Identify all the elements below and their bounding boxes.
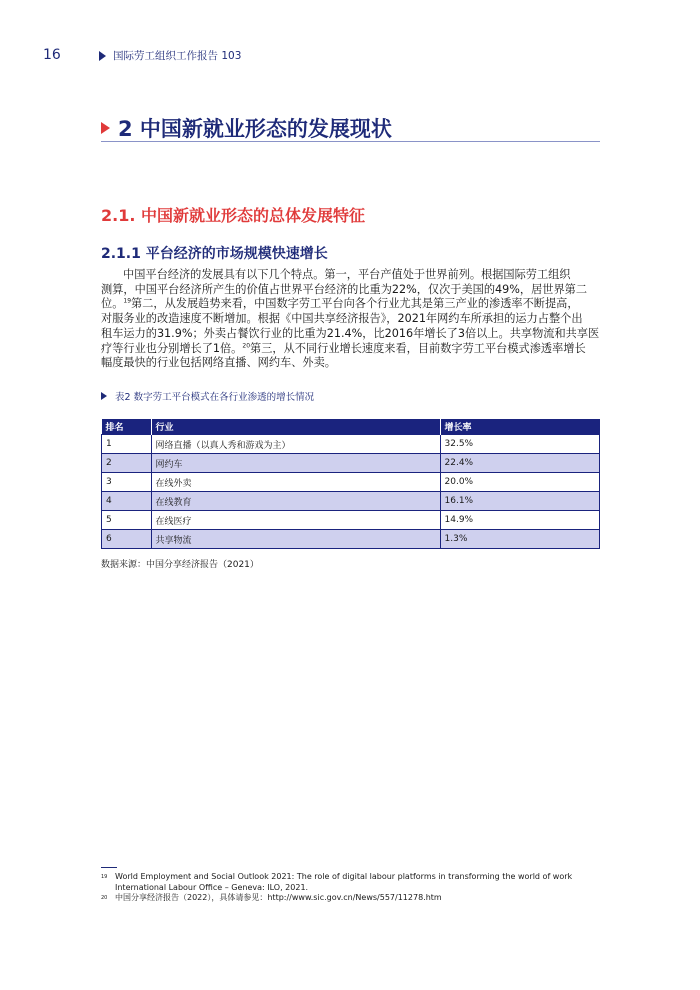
page-number: 16	[43, 47, 61, 63]
cell-rank: 5	[102, 511, 152, 530]
paragraph-line	[101, 297, 600, 312]
paragraph-line	[101, 342, 600, 357]
cell-industry: 网络直播（以真人秀和游戏为主）	[151, 435, 440, 454]
table-header-row	[102, 419, 600, 435]
cell-industry: 在线外卖	[151, 473, 440, 492]
table-row	[102, 454, 600, 473]
triangle-bullet-icon	[101, 122, 110, 134]
footnote	[101, 872, 600, 893]
paragraph-text: 位。	[101, 297, 124, 311]
body-paragraph	[101, 268, 600, 371]
cell-rate: 20.0%	[440, 473, 600, 492]
header-industry: 行业	[151, 419, 440, 435]
cell-rank: 3	[102, 473, 152, 492]
running-title: 国际劳工组织工作报告 103	[113, 50, 242, 62]
cell-rate: 16.1%	[440, 492, 600, 511]
table-source: 数据来源：中国分享经济报告（2021）	[101, 560, 259, 570]
table-row	[102, 435, 600, 454]
cell-industry: 在线教育	[151, 492, 440, 511]
growth-table	[101, 419, 600, 549]
triangle-bullet-icon	[99, 51, 106, 61]
paragraph-text: 疗等行业也分别增长了1倍。	[101, 341, 243, 355]
subsection-title: 2.1.1 平台经济的市场规模快速增长	[101, 246, 328, 262]
cell-rank: 1	[102, 435, 152, 454]
table-row	[102, 530, 600, 549]
header-growth-rate: 增长率	[440, 419, 600, 435]
paragraph-line: 中国平台经济的发展具有以下几个特点。第一，平台产值处于世界前列。根据国际劳工组织	[123, 268, 571, 281]
cell-rate: 14.9%	[440, 511, 600, 530]
footnote-text: World Employment and Social Outlook 2021: The role of digital labour platforms in transforming the world of work International Labour Office – Geneva: ILO, 2021.	[115, 872, 573, 892]
cell-rank: 6	[102, 530, 152, 549]
paragraph-line: 幅度最快的行业包括网络直播、网约车、外卖。	[101, 356, 336, 370]
cell-rate: 32.5%	[440, 435, 600, 454]
footnote-ref[interactable]: 19	[123, 297, 132, 305]
paragraph-line: 租车运力的31.9%；外卖占餐饮行业的比重为21.4%，比2016年增长了3倍以上。共享物流和共享医	[101, 326, 600, 340]
header-rank: 排名	[102, 419, 152, 435]
footnote	[101, 893, 600, 904]
table-row	[102, 473, 600, 492]
table-row	[102, 492, 600, 511]
footnote-divider	[101, 867, 117, 868]
footnote-ref[interactable]: 20	[242, 341, 251, 349]
cell-industry: 在线医疗	[151, 511, 440, 530]
table-caption-text: 表2 数字劳工平台模式在各行业渗透的增长情况	[115, 392, 315, 403]
footnote-text: 中国分享经济报告（2022），具体请参见：http://www.sic.gov.cn/News/557/11278.htm	[115, 893, 442, 902]
cell-industry: 网约车	[151, 454, 440, 473]
cell-rate: 22.4%	[440, 454, 600, 473]
chapter-heading	[101, 113, 392, 143]
cell-rate: 1.3%	[440, 530, 600, 549]
paragraph-text: 第三，从不同行业增长速度来看，目前数字劳工平台模式渗透率增长	[250, 341, 586, 355]
chapter-divider	[101, 141, 600, 142]
cell-rank: 4	[102, 492, 152, 511]
cell-industry: 共享物流	[151, 530, 440, 549]
footnote-mark: 20	[101, 895, 108, 901]
section-title: 2.1. 中国新就业形态的总体发展特征	[101, 206, 365, 225]
triangle-bullet-icon	[101, 392, 107, 400]
cell-rank: 2	[102, 454, 152, 473]
footnote-mark: 19	[101, 874, 108, 880]
chapter-title: 2 中国新就业形态的发展现状	[118, 117, 392, 141]
paragraph-line: 对服务业的改造速度不断增加。根据《中国共享经济报告》，2021年网约车所承担的运力占整个出	[101, 312, 583, 326]
paragraph-text: 第二，从发展趋势来看，中国数字劳工平台向各个行业尤其是第三产业的渗透率不断提高，	[131, 297, 579, 311]
table-caption	[101, 389, 314, 403]
table-row	[102, 511, 600, 530]
running-header	[99, 48, 241, 63]
paragraph-line: 测算，中国平台经济所产生的价值占世界平台经济的比重为22%，仅次于美国的49%，居世界第二	[101, 282, 588, 296]
